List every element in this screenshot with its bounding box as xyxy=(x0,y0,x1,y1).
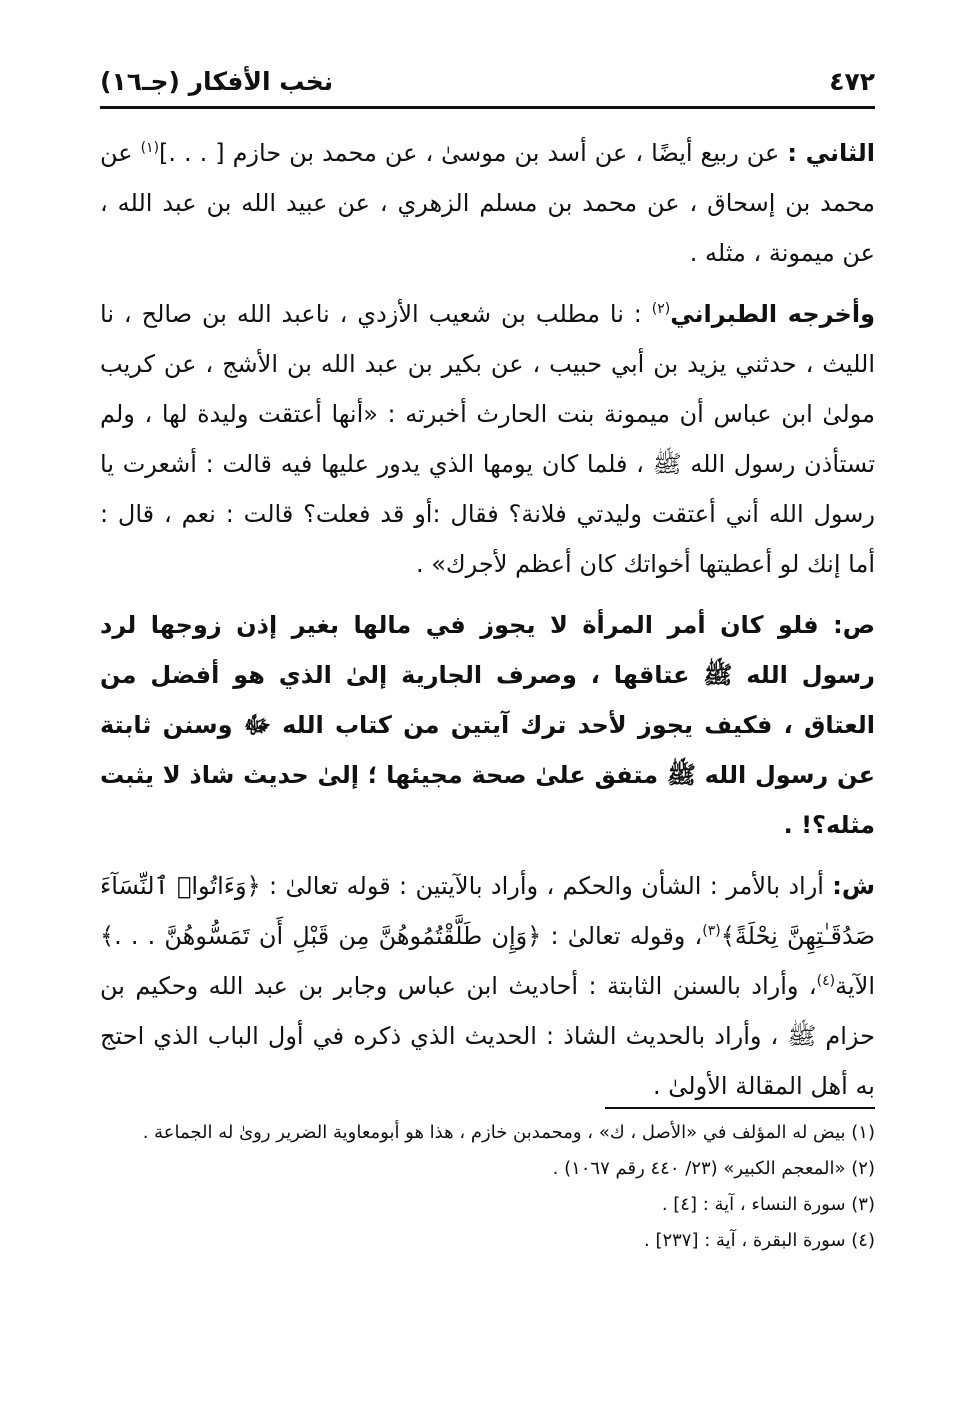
paragraph-2-lead: وأخرجه الطبراني xyxy=(670,300,875,328)
paragraph-4-lead: ش: xyxy=(832,872,875,900)
footnote-1: (١) بيض له المؤلف في «الأصل ، ك» ، ومحمدبن خازم ، هذا هو أبومعاوية الضرير روىٰ له الجماعة . xyxy=(142,1122,875,1143)
footnote-2: (٢) «المعجم الكبير» (٢٣/ ٤٤٠ رقم ١٠٦٧) . xyxy=(552,1158,875,1179)
footnote-ref-3[interactable]: (٣) xyxy=(702,923,721,939)
footnotes xyxy=(100,1118,875,1262)
footnote-ref-2[interactable]: (٢) xyxy=(651,301,671,317)
paragraph-1-text: عن ربيع أيضًا ، عن أسد بن موسىٰ ، عن محمد بن حازم [ . . .] xyxy=(159,139,788,167)
footnote-ref-4[interactable]: (٤) xyxy=(816,973,836,989)
footnote-ref-1[interactable]: (١) xyxy=(140,140,160,156)
paragraph-1-lead: الثاني : xyxy=(787,139,876,167)
paragraph-4-text: أراد بالأمر : الشأن والحكم ، وأراد بالآيتين : قوله تعالىٰ : ﴿وَءَاتُوا۟ ٱلنِّسَآءَ صَدُقَـٰتِهِنَّ نِحْلَةً﴾ xyxy=(100,872,876,950)
paragraph-1-tail: عن محمد بن إسحاق ، عن محمد بن مسلم الزهري ، عن عبيد الله بن عبد الله ، عن ميمونة ، مثله . xyxy=(100,139,875,267)
paragraph-4-text2: ، وقوله تعالىٰ : ﴿وَإِن طَلَّقْتُمُوهُنَّ مِن قَبْلِ أَن تَمَسُّوهُنَّ . . .﴾ الآية xyxy=(100,922,875,1000)
book-title: نخب الأفكار (جـ١٦) xyxy=(100,66,334,96)
paragraph-1 xyxy=(100,128,875,278)
paragraph-2-text: : نا مطلب بن شعيب الأزدي ، ناعبد الله بن صالح ، نا الليث ، حدثني يزيد بن أبي حبيب ، عن بكير بن عبد الله بن الأشج ، عن كريب مولىٰ ابن عباس أن ميمونة بنت الحارث أخبرته : «أنها أعتقت وليدة لها ، ولم تستأذن رسول الله ﷺ ، فلما كان يومها الذي يدور عليها فيه قالت : أشعرت يا رسول الله أني أعتقت وليدتي فلانة؟ فقال :أو قد فعلت؟ قالت : نعم ، قال : أما إنك لو أعطيتها أخواتك كان أعظم لأجرك» . xyxy=(100,300,875,578)
footnote-3: (٣) سورة النساء ، آية : [٤] . xyxy=(661,1194,875,1215)
paragraph-4-tail: ، وأراد بالسنن الثابتة : أحاديث ابن عباس وجابر بن عبد الله وحكيم بن حزام ﷺ ، وأراد بالحديث الشاذ : الحديث الذي ذكره في أول الباب الذي احتج به أهل المقالة الأولىٰ . xyxy=(100,972,875,1100)
footnote-4: (٤) سورة البقرة ، آية : [٢٣٧] . xyxy=(644,1230,875,1251)
paragraph-4 xyxy=(100,861,875,1111)
page-number: ٤٧٢ xyxy=(829,66,875,96)
header-rule xyxy=(100,106,875,109)
paragraph-3-text: ص: فلو كان أمر المرأة لا يجوز في مالها بغير إذن زوجها لرد رسول الله ﷺ عتاقها ، وصرف الجارية إلىٰ الذي هو أفضل من العتاق ، فكيف يجوز لأحد ترك آيتين من كتاب الله ﷻ وسنن ثابتة عن رسول الله ﷺ متفق علىٰ صحة مجيئها ؛ إلىٰ حديث شاذ لا يثبت مثله؟! . xyxy=(100,611,875,839)
paragraph-3 xyxy=(100,600,875,850)
main-text xyxy=(100,128,875,1122)
paragraph-2 xyxy=(100,289,875,589)
footnote-separator xyxy=(605,1107,875,1109)
page-header xyxy=(100,62,875,100)
